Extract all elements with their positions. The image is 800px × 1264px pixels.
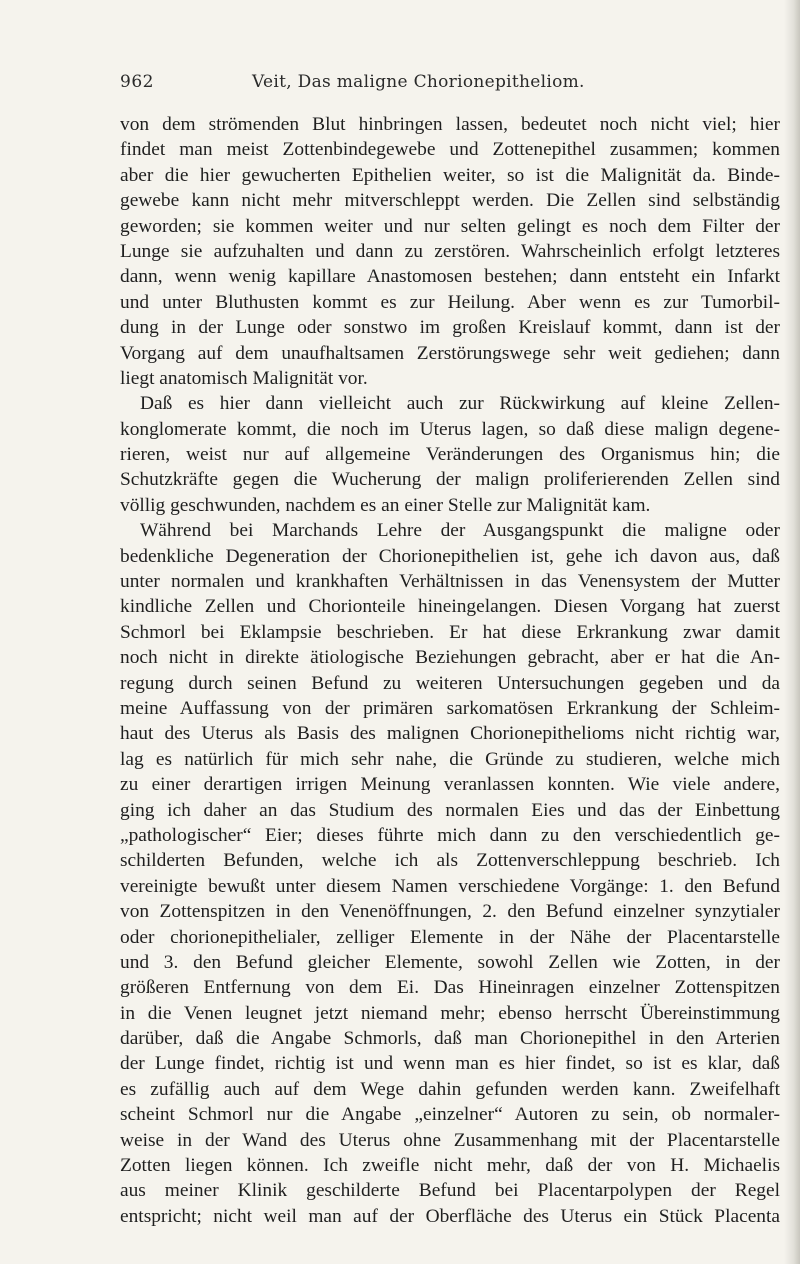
text-line: dung in der Lunge oder sonstwo im großen Kreislauf kommt, dann ist der bbox=[120, 317, 780, 339]
text-line: es zufällig auch auf dem Wege dahin gefunden werden kann. Zweifelhaft bbox=[120, 1078, 780, 1100]
page-edge-shadow bbox=[784, 0, 800, 1264]
text-line: geworden; sie kommen weiter und nur selten gelingt es noch dem Filter der bbox=[120, 215, 780, 237]
body-text bbox=[120, 112, 780, 1229]
text-line: oder chorionepithelialer, zelliger Elemente in der Nähe der Placentarstelle bbox=[120, 926, 780, 948]
text-line: aus meiner Klinik geschilderte Befund bei Placentarpolypen der Regel bbox=[120, 1180, 780, 1202]
text-line: scheint Schmorl nur die Angabe „einzelner“ Autoren zu sein, ob normaler- bbox=[120, 1104, 780, 1126]
text-line: „pathologischer“ Eier; dieses führte mich dann zu den verschiedentlich ge- bbox=[120, 824, 780, 846]
text-line: meine Auffassung von der primären sarkomatösen Erkrankung der Schleim- bbox=[120, 697, 780, 719]
text-line: noch nicht in direkte ätiologische Beziehungen gebracht, aber er hat die An- bbox=[120, 647, 780, 669]
text-line: Schutzkräfte gegen die Wucherung der malign proliferierenden Zellen sind bbox=[120, 469, 780, 491]
text-line: der Lunge findet, richtig ist und wenn man es hier findet, so ist es klar, daß bbox=[120, 1053, 780, 1075]
page-number: 962 bbox=[120, 72, 154, 92]
text-line: haut des Uterus als Basis des malignen Chorionepithelioms nicht richtig war, bbox=[120, 723, 780, 745]
text-line: in die Venen leugnet jetzt niemand mehr; ebenso herrscht Übereinstimmung bbox=[120, 1002, 780, 1024]
text-line: kindliche Zellen und Chorionteile hineingelangen. Diesen Vorgang hat zuerst bbox=[120, 596, 780, 618]
text-line: findet man meist Zottenbindegewebe und Zottenepithel zusammen; kommen bbox=[120, 139, 780, 161]
text-line: liegt anatomisch Malignität vor. bbox=[120, 367, 368, 389]
text-line: größeren Entfernung von dem Ei. Das Hineinragen einzelner Zottenspitzen bbox=[120, 977, 780, 999]
text-line: konglomerate kommt, die noch im Uterus lagen, so daß diese malign degene- bbox=[120, 418, 780, 440]
text-line: entspricht; nicht weil man auf der Oberfläche des Uterus ein Stück Placenta bbox=[120, 1205, 780, 1227]
text-line: Lunge sie aufzuhalten und dann zu zerstören. Wahrscheinlich erfolgt letzteres bbox=[120, 240, 780, 262]
text-line: dann, wenn wenig kapillare Anastomosen bestehen; dann entsteht ein Infarkt bbox=[120, 266, 780, 288]
text-line: gewebe kann nicht mehr mitverschleppt werden. Die Zellen sind selbständig bbox=[120, 190, 780, 212]
text-line: und unter Bluthusten kommt es zur Heilung. Aber wenn es zur Tumorbil- bbox=[120, 291, 780, 313]
text-line: darüber, daß die Angabe Schmorls, daß man Chorionepithel in den Arterien bbox=[120, 1028, 780, 1050]
text-line: aber die hier gewucherten Epithelien weiter, so ist die Malignität da. Binde- bbox=[120, 164, 780, 186]
text-line: Daß es hier dann vielleicht auch zur Rückwirkung auf kleine Zellen- bbox=[140, 393, 780, 415]
text-line: weise in der Wand des Uterus ohne Zusammenhang mit der Placentarstelle bbox=[120, 1129, 780, 1151]
text-line: unter normalen und krankhaften Verhältnissen in das Venensystem der Mutter bbox=[120, 571, 780, 593]
text-line: zu einer derartigen irrigen Meinung veranlassen konnten. Wie viele andere, bbox=[120, 774, 780, 796]
running-head: Veit, Das maligne Chorionepitheliom. bbox=[252, 72, 585, 92]
text-line: lag es natürlich für mich sehr nahe, die Gründe zu studieren, welche mich bbox=[120, 748, 780, 770]
text-line: bedenkliche Degeneration der Chorionepithelien ist, gehe ich davon aus, daß bbox=[120, 545, 780, 567]
text-line: und 3. den Befund gleicher Elemente, sowohl Zellen wie Zotten, in der bbox=[120, 951, 780, 973]
page-header bbox=[120, 72, 780, 102]
text-line: Zotten liegen können. Ich zweifle nicht mehr, daß der von H. Michaelis bbox=[120, 1155, 780, 1177]
text-line: schilderten Befunden, welche ich als Zottenverschleppung beschrieb. Ich bbox=[120, 850, 780, 872]
text-line: von dem strömenden Blut hinbringen lassen, bedeutet noch nicht viel; hier bbox=[120, 114, 780, 135]
text-line: völlig geschwunden, nachdem es an einer Stelle zur Malignität kam. bbox=[120, 494, 651, 516]
text-line: regung durch seinen Befund zu weiteren Untersuchungen gegeben und da bbox=[120, 672, 780, 694]
text-line: ging ich daher an das Studium des normalen Eies und das der Einbettung bbox=[120, 799, 780, 821]
text-line: Schmorl bei Eklampsie beschrieben. Er hat diese Erkrankung zwar damit bbox=[120, 621, 780, 643]
text-line: von Zottenspitzen in den Venenöffnungen, 2. den Befund einzelner synzytialer bbox=[120, 901, 780, 923]
text-line: Vorgang auf dem unaufhaltsamen Zerstörungswege sehr weit gediehen; dann bbox=[120, 342, 780, 364]
text-line: vereinigte bewußt unter diesem Namen verschiedene Vorgänge: 1. den Befund bbox=[120, 875, 780, 897]
text-line: rieren, weist nur auf allgemeine Veränderungen des Organismus hin; die bbox=[120, 444, 780, 466]
text-line: Während bei Marchands Lehre der Ausgangspunkt die maligne oder bbox=[140, 520, 780, 542]
